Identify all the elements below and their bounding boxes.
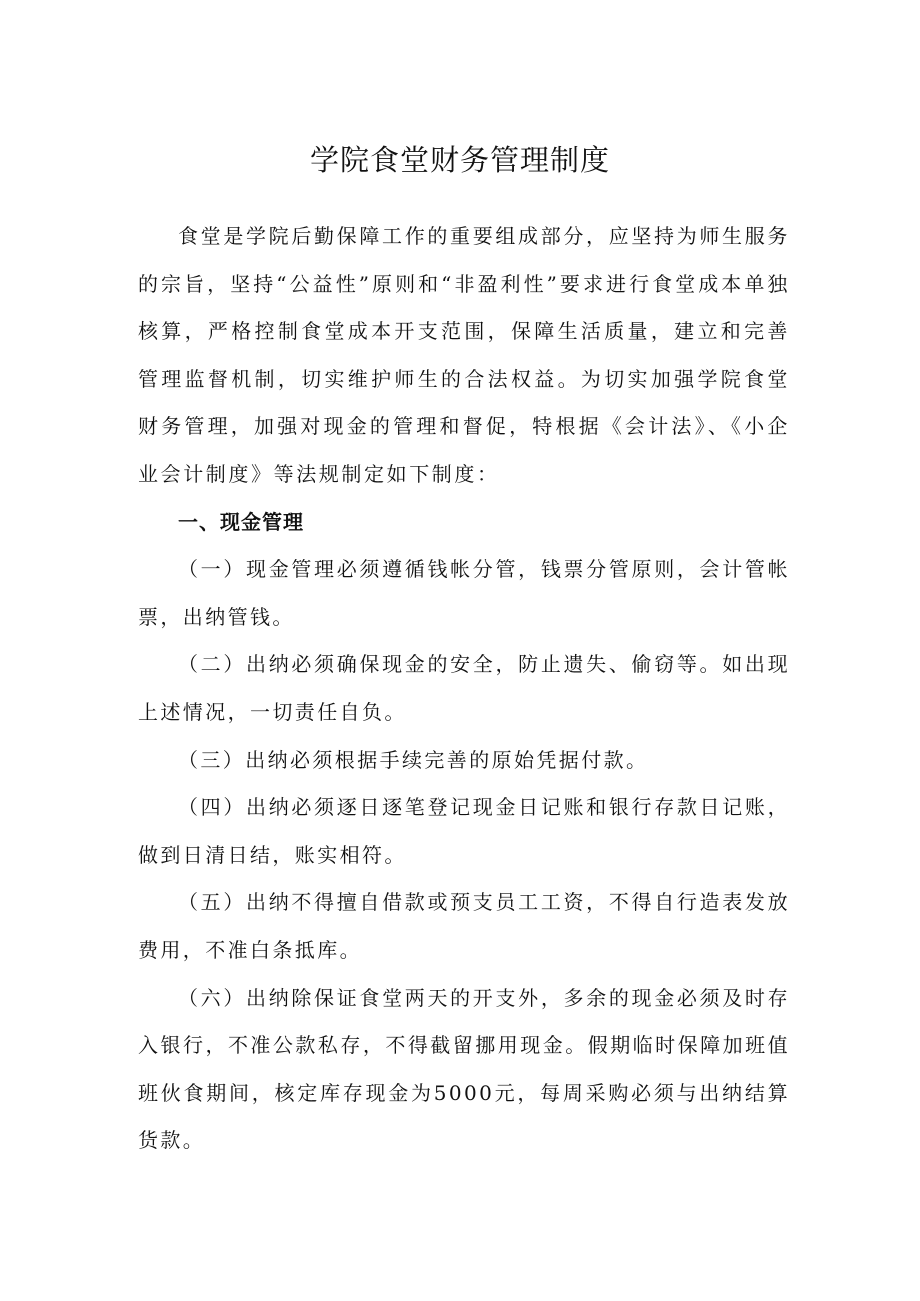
list-item: （一）现金管理必须遵循钱帐分管，钱票分管原则，会计管帐票，出纳管钱。 bbox=[138, 557, 790, 629]
list-item: （四）出纳必须逐日逐笔登记现金日记账和银行存款日记账，做到日清日结，账实相符。 bbox=[138, 795, 790, 867]
list-item: （六）出纳除保证食堂两天的开支外，多余的现金必须及时存入银行，不准公款私存，不得截留挪用现金。假期临时保障加班值班伙食期间，核定库存现金为5000元，每周采购必须与出纳结算货款。 bbox=[138, 985, 790, 1153]
intro-paragraph: 食堂是学院后勤保障工作的重要组成部分，应坚持为师生服务的宗旨，坚持“公益性”原则和“非盈利性”要求进行食堂成本单独核算，严格控制食堂成本开支范围，保障生活质量，建立和完善管理监督机制，切实维护师生的合法权益。为切实加强学院食堂财务管理，加强对现金的管理和督促，特根据《会计法》、《小企业会计制度》等法规制定如下制度： bbox=[138, 224, 790, 486]
document-body bbox=[138, 213, 790, 1165]
list-item: （三）出纳必须根据手续完善的原始凭据付款。 bbox=[178, 747, 649, 772]
list-item: （二）出纳必须确保现金的安全，防止遗失、偷窃等。如出现上述情况，一切责任自负。 bbox=[138, 652, 790, 724]
page-title: 学院食堂财务管理制度 bbox=[309, 143, 610, 177]
section-heading-cash-management: 一、现金管理 bbox=[178, 509, 304, 534]
list-item: （五）出纳不得擅自借款或预支员工工资，不得自行造表发放费用，不准白条抵库。 bbox=[138, 890, 790, 962]
